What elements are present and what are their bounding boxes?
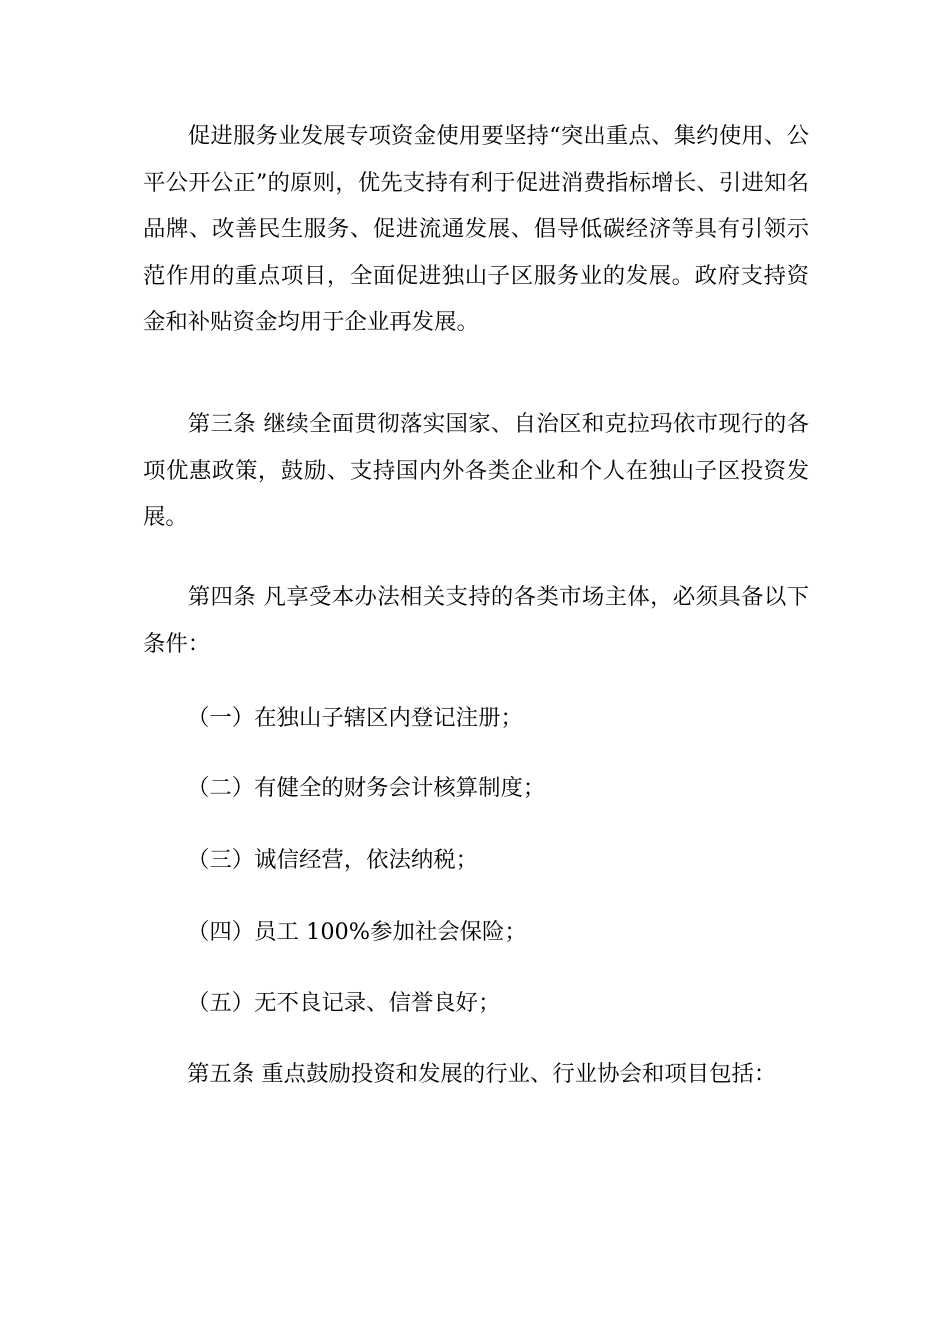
condition-item-4: （四）员工 100%参加社会保险； xyxy=(187,919,527,945)
condition-item-3: （三）诚信经营，依法纳税； xyxy=(187,847,479,873)
condition-item-2: （二）有健全的财务会计核算制度； xyxy=(187,775,546,801)
condition-item-1: （一）在独山子辖区内登记注册； xyxy=(187,705,523,731)
paragraph-fund-principles: 促进服务业发展专项资金使用要坚持“突出重点、集约使用、公平公开公正”的原则，优先支持有利于促进消费指标增长、引进知名品牌、改善民生服务、促进流通发展、倡导低碳经济等具有引领示范作用的重点项目，全面促进独山子区服务业的发展。政府支持资金和补贴资金均用于企业再发展。 xyxy=(143,123,809,335)
condition-item-5: （五）无不良记录、信誉良好； xyxy=(187,990,501,1016)
paragraph-article-5: 第五条 重点鼓励投资和发展的行业、行业协会和项目包括： xyxy=(187,1061,777,1087)
paragraph-article-4: 第四条 凡享受本办法相关支持的各类市场主体，必须具备以下条件： xyxy=(143,584,809,657)
paragraph-article-3: 第三条 继续全面贯彻落实国家、自治区和克拉玛依市现行的各项优惠政策，鼓励、支持国内外各类企业和个人在独山子区投资发展。 xyxy=(143,411,809,530)
